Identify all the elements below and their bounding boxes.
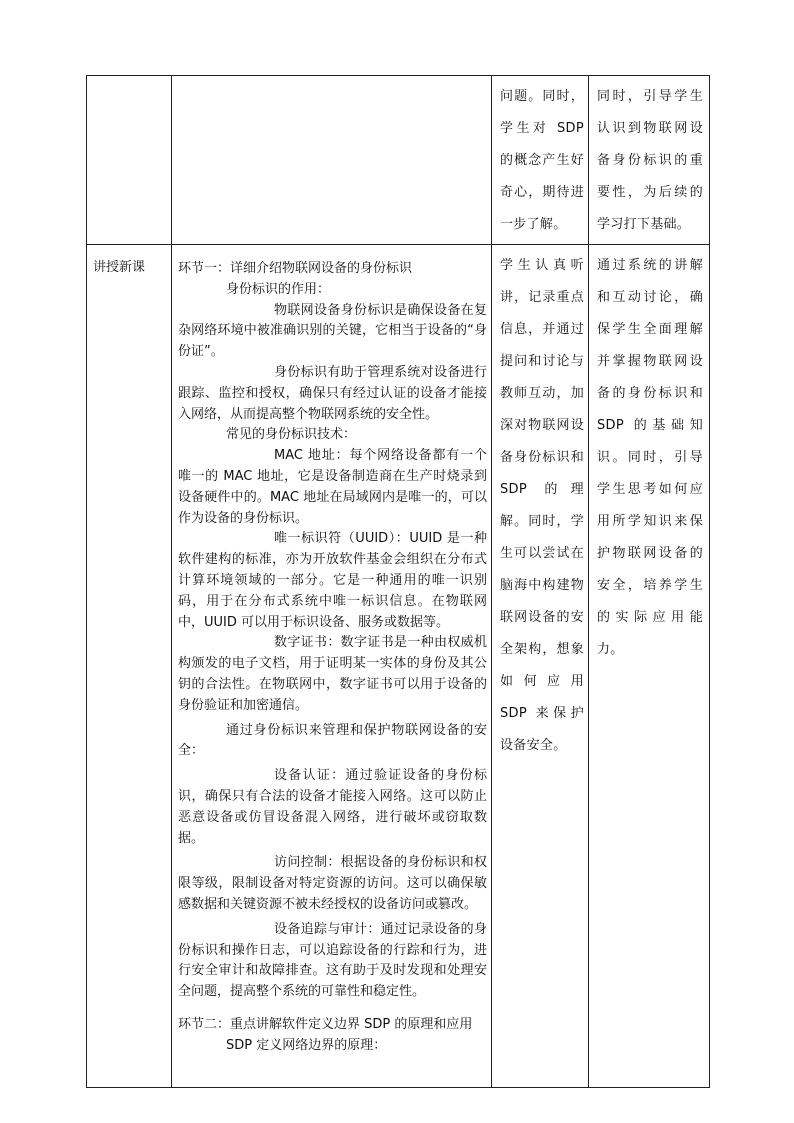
section2-title: 环节二：重点讲解软件定义边界 SDP 的原理和应用 [178, 1016, 473, 1032]
tech-cert-paragraph: 数字证书：数字证书是一种由权威机构颁发的电子文档，用于证明某一实体的身份及其公钥的合法性。在物联网中，数字证书可以用于设备的身份验证和加密通信。 [178, 635, 487, 713]
manage-audit-paragraph: 设备追踪与审计：通过记录设备的身份标识和操作日志，可以追踪设备的行踪和行为，进行安全审计和故障排查。这有助于及时发现和处理安全问题，提高整个系统的可靠性和稳定性。 [178, 921, 487, 1000]
role-paragraph-2: 身份标识有助于管理系统对设备进行跟踪、监控和授权，确保只有经过认证的设备才能接入网络，从而提高整个物联网系统的安全性。 [178, 364, 487, 422]
role-title: 身份标识的作用： [226, 281, 331, 297]
content-cell [172, 245, 492, 1088]
tech-title: 常见的身份标识技术： [226, 427, 357, 443]
manage-access-paragraph: 访问控制：根据设备的身份标识和权限等级，限制设备对特定资源的访问。这可以确保敏感数据和关键资源不被未经授权的设备访问或篡改。 [178, 855, 487, 912]
role-paragraph-1: 物联网设备身份标识是确保设备在复杂网络环境中被准确识别的关键，它相当于设备的“身份证”。 [178, 302, 487, 360]
sdp-title: SDP 定义网络边界的原理： [226, 1037, 387, 1053]
manage-auth-paragraph: 设备认证：通过验证设备的身份标识，确保只有合法的设备才能接入网络。这可以防止恶意设备或仿冒设备混入网络，进行破坏或窃取数据。 [178, 768, 487, 846]
stage-cell [87, 76, 172, 245]
lesson-plan-table [86, 75, 710, 1088]
table-row [87, 76, 710, 245]
tech-uuid-paragraph: 唯一标识符（UUID）：UUID 是一种软件建构的标准，亦为开放软件基金会组织在分布式计算环境领域的一部分。它是一种通用的唯一识别码，用于在分布式系统中唯一标识信息。在物联网中，UUID 可以用于标识设备、服务或数据等。 [178, 531, 487, 630]
student-activity-cell: 问题。同时，学生对 SDP 的概念产生好奇心，期待进一步了解。 [492, 76, 589, 245]
content-cell [172, 76, 492, 245]
section1-title: 环节一：详细介绍物联网设备的身份标识 [178, 261, 413, 276]
design-intent-cell: 同时，引导学生认识到物联网设备身份标识的重要性，为后续的学习打下基础。 [589, 76, 710, 245]
tech-mac-paragraph: MAC 地址：每个网络设备都有一个唯一的 MAC 地址，它是设备制造商在生产时烧录到设备硬件中的。MAC 地址在局域网内是唯一的，可以作为设备的身份标识。 [178, 448, 487, 526]
design-intent-cell: 通过系统的讲解和互动讨论，确保学生全面理解并掌握物联网设备的身份标识和 SDP 的基础知识。同时，引导学生思考如何应用所学知识来保护物联网设备的安全，培养学生的实际应用能力。 [589, 245, 710, 1088]
manage-title: 通过身份标识来管理和保护物联网设备的安全： [178, 722, 487, 759]
stage-cell: 讲授新课 [87, 245, 172, 1088]
student-activity-cell: 学生认真听讲，记录重点信息，并通过提问和讨论与教师互动，加深对物联网设备身份标识和 SDP 的理解。同时，学生可以尝试在脑海中构建物联网设备的安全架构，想象如何应用 SDP 来保护设备安全。 [492, 245, 589, 1088]
table-row [87, 245, 710, 1088]
